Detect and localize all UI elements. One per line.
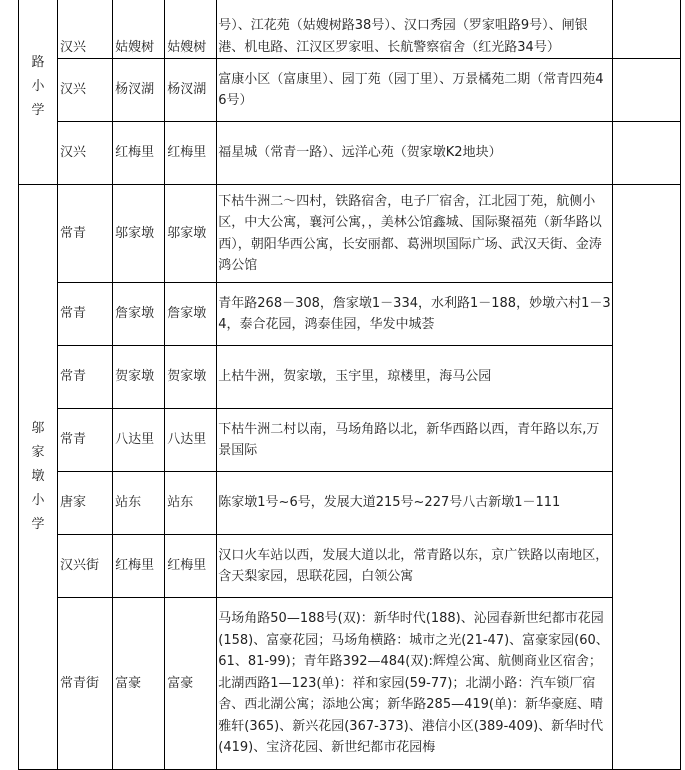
community-cell-2: 贺家墩 [165,346,217,409]
community-cell-2: 红梅里 [165,122,217,185]
street-cell: 常青街 [58,598,113,770]
street-cell: 汉兴 [58,59,113,122]
street-cell: 常青 [58,283,113,346]
table-row [19,0,681,59]
community-cell: 杨汊湖 [113,59,165,122]
street-cell: 汉兴 [58,0,113,59]
area-cell: 下枯牛洲二～四村，铁路宿舍，电子厂宿舍，江北园丁苑，航侧小区，中大公寓，襄河公寓，，美林公馆鑫城、国际聚福苑（新华路以西），朝阳华西公寓，长安丽都、葛洲坝国际广场、武汉天街、金涛鸿公馆 [217,185,613,283]
table-row [19,346,681,409]
community-cell: 詹家墩 [113,283,165,346]
note-cell [612,59,680,122]
community-cell: 八达里 [113,409,165,472]
area-cell: 下枯牛洲二村以南，马场角路以北，新华西路以西，青年路以东,万景国际 [217,409,613,472]
table-row [19,185,681,283]
community-cell: 富豪 [113,598,165,770]
area-cell: 福星城（常青一路）、远洋心苑（贺家墩K2地块） [217,122,613,185]
area-cell: 号）、江花苑（姑嫂树路38号）、汉口秀园（罗家咀路9号）、闸银港、机电路、江汉区罗家咀、长航警察宿舍（红光路34号） [217,0,613,59]
table-row [19,598,681,770]
community-cell: 姑嫂树 [113,0,165,59]
school-district-table [18,0,681,770]
table-row [19,535,681,598]
community-cell-2: 站东 [165,472,217,535]
community-cell: 红梅里 [113,122,165,185]
community-cell-2: 八达里 [165,409,217,472]
note-cell [612,185,680,770]
community-cell-2: 邬家墩 [165,185,217,283]
area-cell: 富康小区（富康里）、园丁苑（园丁里）、万景橘苑二期（常青四苑46号） [217,59,613,122]
community-cell-2: 富豪 [165,598,217,770]
school-name: 路小学 [31,54,45,118]
area-cell: 青年路268－308，詹家墩1－334，水利路1－188，妙墩六村1－34，泰合花园，鸿泰佳园，华发中城荟 [217,283,613,346]
community-cell: 贺家墩 [113,346,165,409]
area-cell: 陈家墩1号~6号，发展大道215号~227号八古新墩1－111 [217,472,613,535]
community-cell-2: 杨汊湖 [165,59,217,122]
area-cell: 汉口火车站以西，发展大道以北，常青路以东，京广铁路以南地区，含天梨家园，思联花园，白领公寓 [217,535,613,598]
table-row [19,409,681,472]
area-cell: 上枯牛洲，贺家墩，玉宇里，琼楼里，海马公园 [217,346,613,409]
community-cell: 邬家墩 [113,185,165,283]
table-row [19,122,681,185]
table-row [19,283,681,346]
school-name: 邬家墩小学 [31,421,45,532]
street-cell: 汉兴 [58,122,113,185]
school-name-cell [19,0,58,185]
note-cell [612,122,680,185]
community-cell-2: 红梅里 [165,535,217,598]
street-cell: 常青 [58,346,113,409]
community-cell: 红梅里 [113,535,165,598]
street-cell: 唐家 [58,472,113,535]
community-cell: 站东 [113,472,165,535]
school-name-cell [19,185,58,770]
street-cell: 汉兴街 [58,535,113,598]
area-cell: 马场角路50—188号(双)：新华时代(188)、沁园春新世纪都市花园(158)、富豪花园；马场角横路：城市之光(21-47)、富豪家园(60、61、81-99)；青年路392—484(双):辉煌公寓、航侧商业区宿舍；北湖西路1—123(单)：祥和家园(59-77)；北湖小路：汽车锁厂宿舍、西北湖公寓；添地公寓；新华路285—419(单)：新华豪庭、晴雅轩(365)、新兴花园(367-373)、港信小区(389-409)、新华时代(419)、宝济花园、新世纪都市花园梅 [217,598,613,770]
table-row [19,59,681,122]
street-cell: 常青 [58,409,113,472]
table-row [19,472,681,535]
community-cell-2: 姑嫂树 [165,0,217,59]
street-cell: 常青 [58,185,113,283]
community-cell-2: 詹家墩 [165,283,217,346]
note-cell [612,0,680,59]
